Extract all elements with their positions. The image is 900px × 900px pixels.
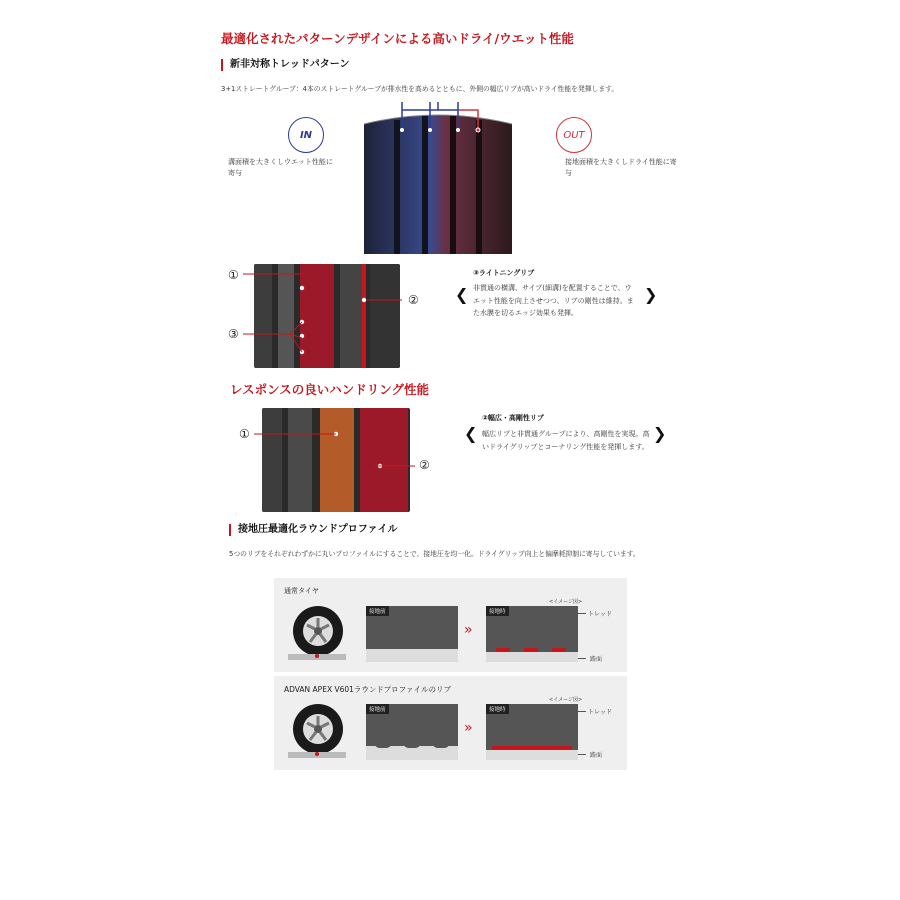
section2-title: レスポンスの良いハンドリング性能 — [230, 382, 430, 397]
wheel-icon — [288, 702, 350, 764]
out-badge: OUT — [556, 117, 592, 153]
arrow-icon: » — [464, 622, 473, 638]
diagram-round-note: <イメージ図> — [549, 697, 583, 703]
section3-subtitle: 接地圧最適化ラウンドプロファイル — [229, 524, 398, 536]
callout-lines-1 — [240, 262, 420, 372]
prev-arrow-2[interactable]: ❮ — [464, 424, 478, 443]
out-description: 接地面積を大きくしドライ性能に寄与 — [565, 158, 677, 177]
diagram-round-title: ADVAN APEX V601ラウンドプロファイルのリブ — [284, 685, 452, 694]
section1-subtitle: 新非対称トレッドパターン — [221, 59, 350, 71]
tread-label: トレッド — [588, 611, 612, 618]
diagram-normal-tire — [274, 578, 627, 672]
before-tag: 接地前 — [366, 606, 389, 616]
after-tag: 接地時 — [486, 704, 509, 714]
marker-3: ③ — [228, 327, 239, 341]
next-arrow-2[interactable]: ❯ — [653, 424, 667, 443]
in-description: 溝面積を大きくしウエット性能に寄与 — [228, 158, 333, 177]
diagram-normal-note: <イメージ図> — [549, 599, 583, 605]
marker-wide-1: ① — [239, 427, 250, 441]
section1-title: 最適化されたパターンデザインによる高いドライ/ウエット性能 — [221, 31, 574, 46]
marker-2: ② — [408, 293, 419, 307]
arrow-icon: » — [464, 720, 473, 736]
section3-intro: 5つのリブをそれぞれわずかに丸いプロファイルにすることで、接地圧を均一化。ドライグリップ向上と偏摩耗抑制に寄与しています。 — [229, 550, 640, 558]
prev-arrow-1[interactable]: ❮ — [455, 285, 469, 304]
after-tag: 接地時 — [486, 606, 509, 616]
in-badge: IN — [288, 117, 324, 153]
next-arrow-1[interactable]: ❯ — [644, 285, 658, 304]
lightning-rib-title: ③ライトニングリブ — [473, 269, 535, 277]
marker-1: ① — [228, 268, 239, 282]
tire-tread-image — [358, 100, 518, 254]
road-label: 路面 — [590, 752, 603, 759]
wheel-icon — [288, 604, 350, 666]
before-tag: 接地前 — [366, 704, 389, 714]
wide-rib-title: ②幅広・高剛性リブ — [482, 414, 544, 422]
section1-intro: 3+1ストレートグルーブ：4本のストレートグルーブが排水性を高めるとともに、外側の幅広リブが高いドライ性能を発揮します。 — [221, 85, 619, 93]
tread-label: トレッド — [588, 709, 612, 716]
diagram-normal-title: 通常タイヤ — [284, 587, 319, 595]
wide-rib-text: 幅広リブと非貫通グループにより、高剛性を実現。高いドライグリップとコーナリング性能を発揮します。 — [482, 430, 650, 451]
lightning-rib-text: 非貫通の横溝、サイプ(細溝)を配置することで、ウエット性能を向上させつつ、リブの剛性は維持。また水膜を切るエッジ効果も発揮。 — [473, 284, 634, 317]
callout-lines-2 — [250, 425, 420, 475]
marker-wide-2: ② — [419, 458, 430, 472]
diagram-round-profile — [274, 676, 627, 770]
road-label: 路面 — [590, 656, 603, 663]
